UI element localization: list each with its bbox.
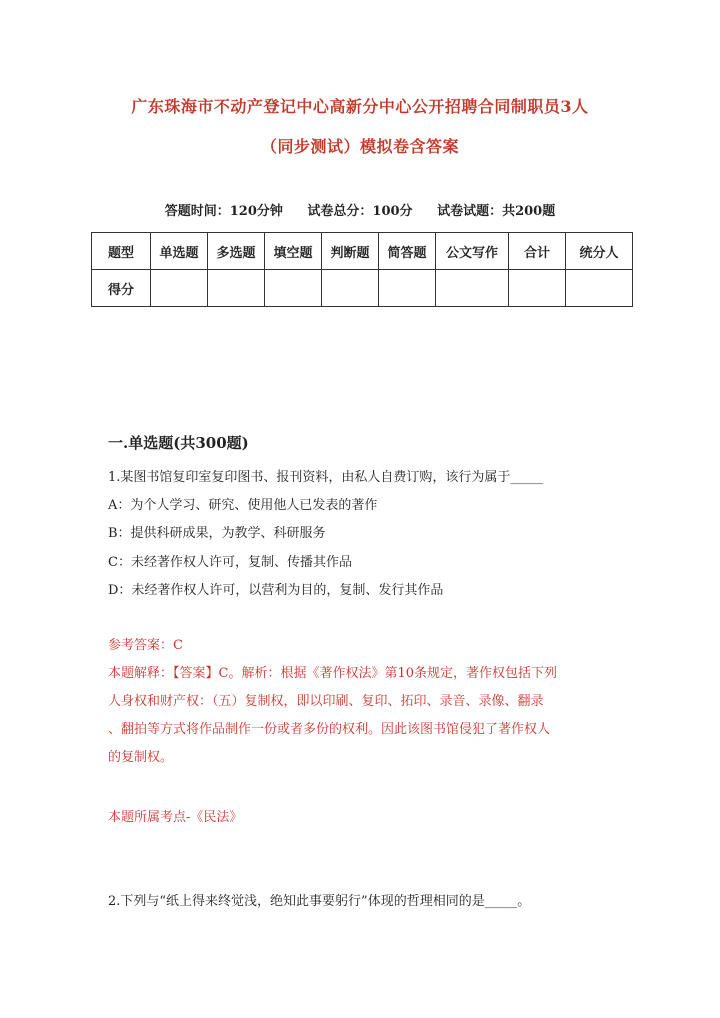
header-cell-type: 题型 xyxy=(92,233,151,270)
header-cell-single-choice: 单选题 xyxy=(151,233,208,270)
score-cell xyxy=(151,270,208,307)
question-1-topic: 本题所属考点-《民法》 xyxy=(108,810,243,825)
score-table xyxy=(91,232,633,307)
score-row-label: 得分 xyxy=(92,270,151,307)
header-cell-fill-blank: 填空题 xyxy=(265,233,322,270)
exam-time: 答题时间：120分钟 xyxy=(164,204,283,219)
header-cell-total: 合计 xyxy=(509,233,566,270)
header-cell-true-false: 判断题 xyxy=(322,233,379,270)
section-heading: 一.单选题(共300题) xyxy=(108,434,249,452)
score-cell xyxy=(322,270,379,307)
question-1-stem: 1.某图书馆复印室复印图书、报刊资料，由私人自费订购，该行为属于_____ xyxy=(108,470,543,485)
question-1-option-c: C：未经著作权人许可，复制、传播其作品 xyxy=(108,555,352,570)
question-1-option-d: D：未经著作权人许可，以营利为目的，复制、发行其作品 xyxy=(108,583,444,598)
score-cell xyxy=(208,270,265,307)
header-cell-scorer: 统分人 xyxy=(566,233,633,270)
explanation-line: 人身权和财产权：（五）复制权，即以印刷、复印、拓印、录音、录像、翻录 xyxy=(108,694,544,709)
score-cell xyxy=(566,270,633,307)
header-cell-multi-choice: 多选题 xyxy=(208,233,265,270)
header-cell-short-answer: 简答题 xyxy=(379,233,436,270)
question-1-answer: 参考答案：C xyxy=(108,638,183,653)
score-cell xyxy=(509,270,566,307)
score-cell xyxy=(379,270,436,307)
exam-total-score: 试卷总分：100分 xyxy=(307,204,413,219)
question-1-explanation xyxy=(108,660,628,772)
question-1-option-a: A：为个人学习、研究、使用他人已发表的著作 xyxy=(108,498,378,513)
explanation-line: 的复制权。 xyxy=(108,750,174,765)
score-cell xyxy=(436,270,509,307)
document-title-line2: （同步测试）模拟卷含答案 xyxy=(260,137,459,156)
score-table-header-row xyxy=(92,233,633,270)
score-cell xyxy=(265,270,322,307)
exam-meta xyxy=(0,200,720,219)
question-2-stem: 2.下列与“纸上得来终觉浅，绝知此事要躬行”体现的哲理相同的是_____。 xyxy=(108,894,531,909)
score-table-score-row xyxy=(92,270,633,307)
exam-question-count: 试卷试题：共200题 xyxy=(437,204,556,219)
document-title-line1: 广东珠海市不动产登记中心高新分中心公开招聘合同制职员3人 xyxy=(131,97,589,116)
explanation-line: 、翻拍等方式将作品制作一份或者多份的权利。因此该图书馆侵犯了著作权人 xyxy=(108,722,551,737)
question-1-option-b: B：提供科研成果，为教学、科研服务 xyxy=(108,526,326,541)
explanation-line: 本题解释：【答案】C。解析：根据《著作权法》第10条规定，著作权包括下列 xyxy=(108,666,557,681)
header-cell-official-writing: 公文写作 xyxy=(436,233,509,270)
